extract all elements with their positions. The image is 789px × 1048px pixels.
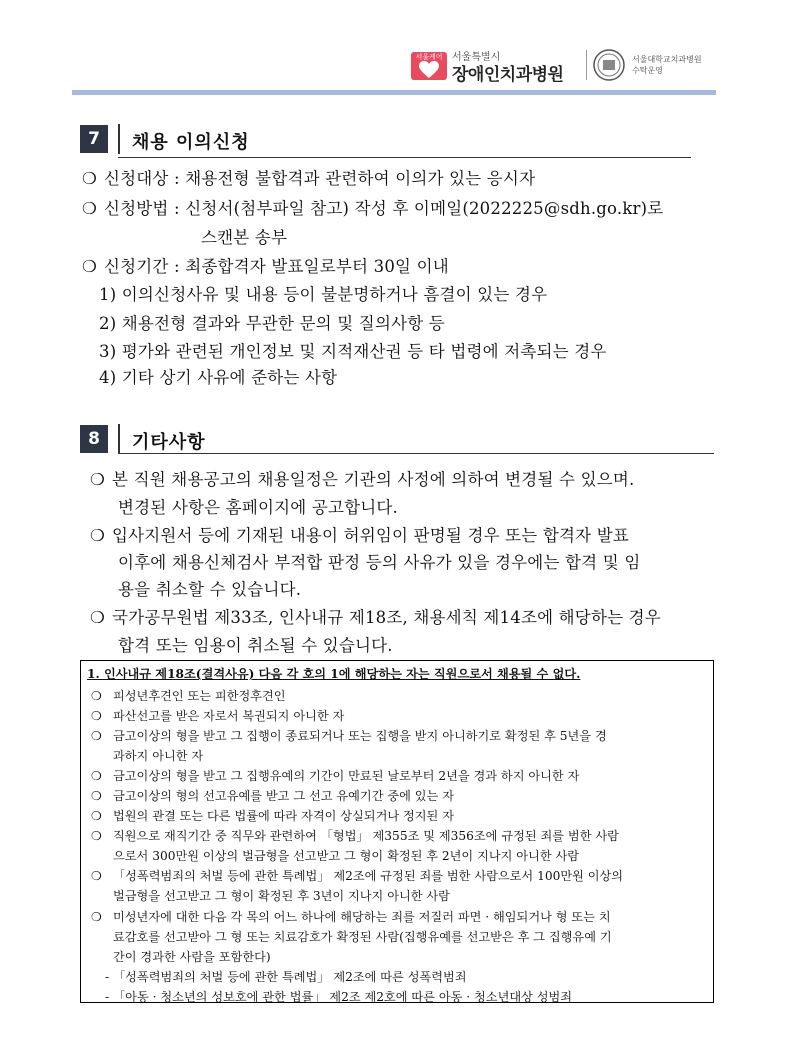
- bullet-icon: ❍: [91, 809, 102, 823]
- sub-item: 2) 채용전형 결과와 무관한 문의 및 질의사항 등: [99, 314, 445, 333]
- section-7-number: 7: [80, 125, 108, 153]
- list-item: ❍ 국가공무원법 제33조, 인사내규 제18조, 채용세칙 제14조에 해당하는 경우: [90, 608, 661, 627]
- list-item-continuation: 용을 취소할 수 있습니다.: [118, 580, 302, 599]
- section-7-divider: [118, 124, 120, 154]
- box-list-continuation: 간이 경과한 사람을 포함한다): [113, 950, 271, 964]
- bullet-icon: ❍: [91, 910, 102, 924]
- university-emblem-icon: [593, 49, 625, 81]
- list-item: ❍ 신청기간 : 최종합격자 발표일로부터 30일 이내: [82, 257, 449, 276]
- box-sub-item: - 「성폭력범죄의 처벌 등에 관한 특례법」 제2조에 따른 성폭력범죄: [105, 970, 467, 984]
- list-item: ❍ 신청대상 : 채용전형 불합격과 관련하여 이의가 있는 응시자: [82, 169, 536, 188]
- list-item: ❍ 신청방법 : 신청서(첨부파일 참고) 작성 후 이메일(2022225@sdh.go.kr)로: [82, 199, 664, 218]
- seoul-care-logo: [411, 52, 447, 80]
- box-list-continuation: 벌금형을 선고받고 그 형이 확정된 후 3년이 지나지 아니한 사람: [113, 889, 450, 903]
- bullet-icon: ❍: [82, 169, 97, 188]
- section-8-number: 8: [80, 425, 108, 453]
- section-8-title: 기타사항: [132, 432, 206, 453]
- operation-note: 수탁운영: [632, 66, 663, 75]
- university-name: 서울대학교치과병원: [632, 55, 702, 64]
- box-list-item: ❍ 피성년후견인 또는 피한정후견인: [91, 689, 286, 703]
- sub-item: 4) 기타 상기 사유에 준하는 사항: [99, 368, 338, 387]
- box-title: 1. 인사내규 제18조(결격사유) 다음 각 호의 1에 해당하는 자는 직원으로서 채용될 수 없다.: [87, 667, 581, 681]
- box-list-item: ❍ 「성폭력범죄의 처벌 등에 관한 특례법」 제2조에 규정된 죄를 범한 사람으로서 100만원 이상의: [91, 869, 624, 883]
- heart-icon: [419, 61, 439, 79]
- header-bar: [72, 90, 716, 95]
- sub-item: 3) 평가와 관련된 개인정보 및 지적재산권 등 타 법령에 저촉되는 경우: [99, 342, 607, 361]
- list-item-continuation: 합격 또는 임용이 취소될 수 있습니다.: [118, 636, 393, 655]
- logo-text: 서울케어: [415, 53, 443, 61]
- list-item: ❍ 본 직원 채용공고의 채용일정은 기관의 사정에 의하여 변경될 수 있으며.: [90, 470, 635, 489]
- section-7-title: 채용 이의신청: [132, 132, 250, 153]
- box-list-item: ❍ 금고이상의 형의 선고유예를 받고 그 선고 유예기간 중에 있는 자: [91, 789, 454, 803]
- section-8-underline: [118, 453, 714, 454]
- list-item: ❍ 입사지원서 등에 기재된 내용이 허위임이 판명될 경우 또는 합격자 발표: [90, 526, 630, 545]
- bullet-icon: ❍: [82, 199, 97, 218]
- org-subtitle: 서울특별시: [452, 52, 501, 63]
- list-item-continuation: 이후에 채용신체검사 부적합 판정 등의 사유가 있을 경우에는 합격 및 임: [118, 553, 641, 572]
- list-item-continuation: 스캔본 송부: [201, 228, 288, 247]
- bullet-icon: ❍: [91, 769, 102, 783]
- bullet-icon: ❍: [91, 869, 102, 883]
- bullet-icon: ❍: [90, 526, 105, 545]
- box-sub-item: - 「아동 · 청소년의 성보호에 관한 법률」 제2조 제2호에 따른 아동 · 청소년대상 성범죄: [105, 990, 573, 1004]
- bullet-icon: ❍: [91, 829, 102, 843]
- org-name: 장애인치과병원: [452, 65, 564, 85]
- box-list-item: ❍ 금고이상의 형을 받고 그 집행이 종료되거나 또는 집행을 받지 아니하기로 확정된 후 5년을 경: [91, 729, 607, 743]
- box-list-continuation: 으로서 300만원 이상의 벌금형을 선고받고 그 형이 확정된 후 2년이 지나지 아니한 사람: [113, 849, 580, 863]
- bullet-icon: ❍: [91, 789, 102, 803]
- box-list-item: ❍ 직원으로 재직기간 중 직무와 관련하여 「형법」 제355조 및 제356조에 규정된 죄를 범한 사람: [91, 829, 619, 843]
- bullet-icon: ❍: [90, 470, 105, 489]
- box-list-item: ❍ 법원의 관결 또는 다른 법률에 따라 자격이 상실되거나 정지된 자: [91, 809, 454, 823]
- bullet-icon: ❍: [82, 257, 97, 276]
- box-list-item: ❍ 미성년자에 대한 다음 각 목의 어느 하나에 해당하는 죄를 저질러 파면 · 해임되거나 형 또는 치: [91, 910, 611, 924]
- bullet-icon: ❍: [91, 689, 102, 703]
- bullet-icon: ❍: [91, 709, 102, 723]
- sub-item: 1) 이의신청사유 및 내용 등이 불분명하거나 흠결이 있는 경우: [99, 285, 548, 304]
- box-list-item: ❍ 금고이상의 형을 받고 그 집행유예의 기간이 만료된 날로부터 2년을 경과 하지 아니한 자: [91, 769, 580, 783]
- section-7-underline: [118, 157, 691, 158]
- bullet-icon: ❍: [91, 729, 102, 743]
- box-list-item: ❍ 파산선고를 받은 자로서 복권되지 아니한 자: [91, 709, 345, 723]
- list-item-continuation: 변경된 사항은 홈페이지에 공고합니다.: [118, 498, 399, 517]
- header-divider: [586, 50, 587, 80]
- box-list-continuation: 료감호를 선고받아 그 형 또는 치료감호가 확정된 사람(집행유예를 선고받은 후 그 집행유예 기: [113, 930, 612, 944]
- bullet-icon: ❍: [90, 608, 105, 627]
- section-8-divider: [118, 424, 120, 454]
- page-header: [0, 0, 789, 92]
- box-list-continuation: 과하지 아니한 자: [113, 749, 204, 763]
